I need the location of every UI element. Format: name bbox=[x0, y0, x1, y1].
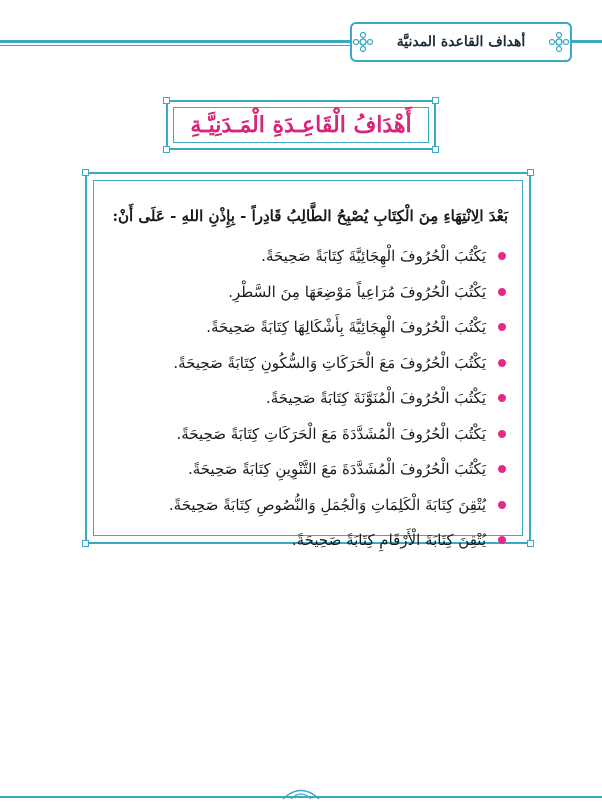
bullet-icon bbox=[498, 288, 506, 296]
frame-corner bbox=[432, 146, 439, 153]
list-item bbox=[98, 350, 508, 386]
bullet-icon bbox=[498, 430, 506, 438]
page-title-frame bbox=[166, 100, 436, 150]
intro-text: بَعْدَ الِانْتِهَاءِ مِنَ الْكِتَابِ يُصْبِحُ الطَّالِبُ قَادِراً - بِإِذْنِ اللهِ - عَلَى أَنْ: bbox=[112, 207, 508, 225]
frame-corner bbox=[82, 169, 89, 176]
bullet-icon bbox=[498, 536, 506, 544]
frame-corner bbox=[82, 540, 89, 547]
objective-text: يَكْتُبَ الْحُرُوفَ مُرَاعِياً مَوْضِعَهَا مِنَ السَّطْرِ. bbox=[228, 282, 486, 301]
list-item bbox=[98, 385, 508, 421]
objective-text: يَكْتُبَ الْحُرُوفَ الْمُشَدَّدَةَ مَعَ التَّنْوِينِ كِتَابَةً صَحِيحَةً. bbox=[187, 460, 486, 478]
objectives-list bbox=[98, 243, 508, 563]
frame-corner bbox=[163, 146, 170, 153]
frame-corner bbox=[163, 97, 170, 104]
list-item bbox=[98, 492, 508, 528]
objective-text: يَكْتُبَ الْحُرُوفَ الْمُشَدَّدَةَ مَعَ الْحَرَكَاتِ كِتَابَةً صَحِيحَةً. bbox=[176, 424, 486, 443]
bullet-icon bbox=[498, 323, 506, 331]
frame-corner bbox=[432, 97, 439, 104]
bullet-icon bbox=[498, 252, 506, 260]
footer-ornament-icon bbox=[281, 786, 321, 800]
objective-text: يَكْتُبَ الْحُرُوفَ الْهِجَائِيَّةَ كِتَابَةً صَحِيحَةً. bbox=[261, 247, 486, 265]
frame-corner bbox=[527, 540, 534, 547]
list-item bbox=[98, 279, 508, 315]
objectives-frame-inner bbox=[93, 180, 523, 549]
page-title-frame-inner bbox=[173, 107, 429, 143]
objective-text: يَكْتُبَ الْحُرُوفَ مَعَ الْحَرَكَاتِ وَالسُّكُونِ كِتَابَةً صَحِيحَةً. bbox=[173, 353, 486, 372]
list-item bbox=[98, 456, 508, 492]
running-header bbox=[350, 22, 572, 62]
list-item bbox=[98, 243, 508, 279]
header-title: أهداف القاعدة المدنيَّة bbox=[396, 34, 526, 50]
flower-ornament-icon bbox=[352, 31, 374, 53]
list-item bbox=[98, 421, 508, 457]
objective-text: يُتْقِنَ كِتَابَةَ الْكَلِمَاتِ وَالْجُمَلِ وَالنُّصُوصِ كِتَابَةً صَحِيحَةً. bbox=[168, 495, 486, 514]
objectives-frame bbox=[85, 172, 531, 549]
objective-text: يُتْقِنَ كِتَابَةَ الْأَرْقَامِ كِتَابَةً صَحِيحَةً. bbox=[291, 531, 486, 549]
objective-text: يَكْتُبَ الْحُرُوفَ الْمُنَوَّنَةَ كِتَابَةً صَحِيحَةً. bbox=[265, 389, 486, 407]
flower-ornament-icon bbox=[548, 31, 570, 53]
frame-corner bbox=[527, 169, 534, 176]
header-rule-thin bbox=[0, 45, 360, 46]
list-item bbox=[98, 527, 508, 563]
list-item bbox=[98, 314, 508, 350]
objective-text: يَكْتُبَ الْحُرُوفَ الْهِجَائِيَّةَ بِأَشْكَالِهَا كِتَابَةً صَحِيحَةً. bbox=[206, 318, 486, 336]
bullet-icon bbox=[498, 465, 506, 473]
bullet-icon bbox=[498, 501, 506, 509]
page-title: أَهْدَافُ الْقَاعِـدَةِ الْمَـدَنِيَّـةِ bbox=[190, 112, 412, 138]
bullet-icon bbox=[498, 394, 506, 402]
bullet-icon bbox=[498, 359, 506, 367]
